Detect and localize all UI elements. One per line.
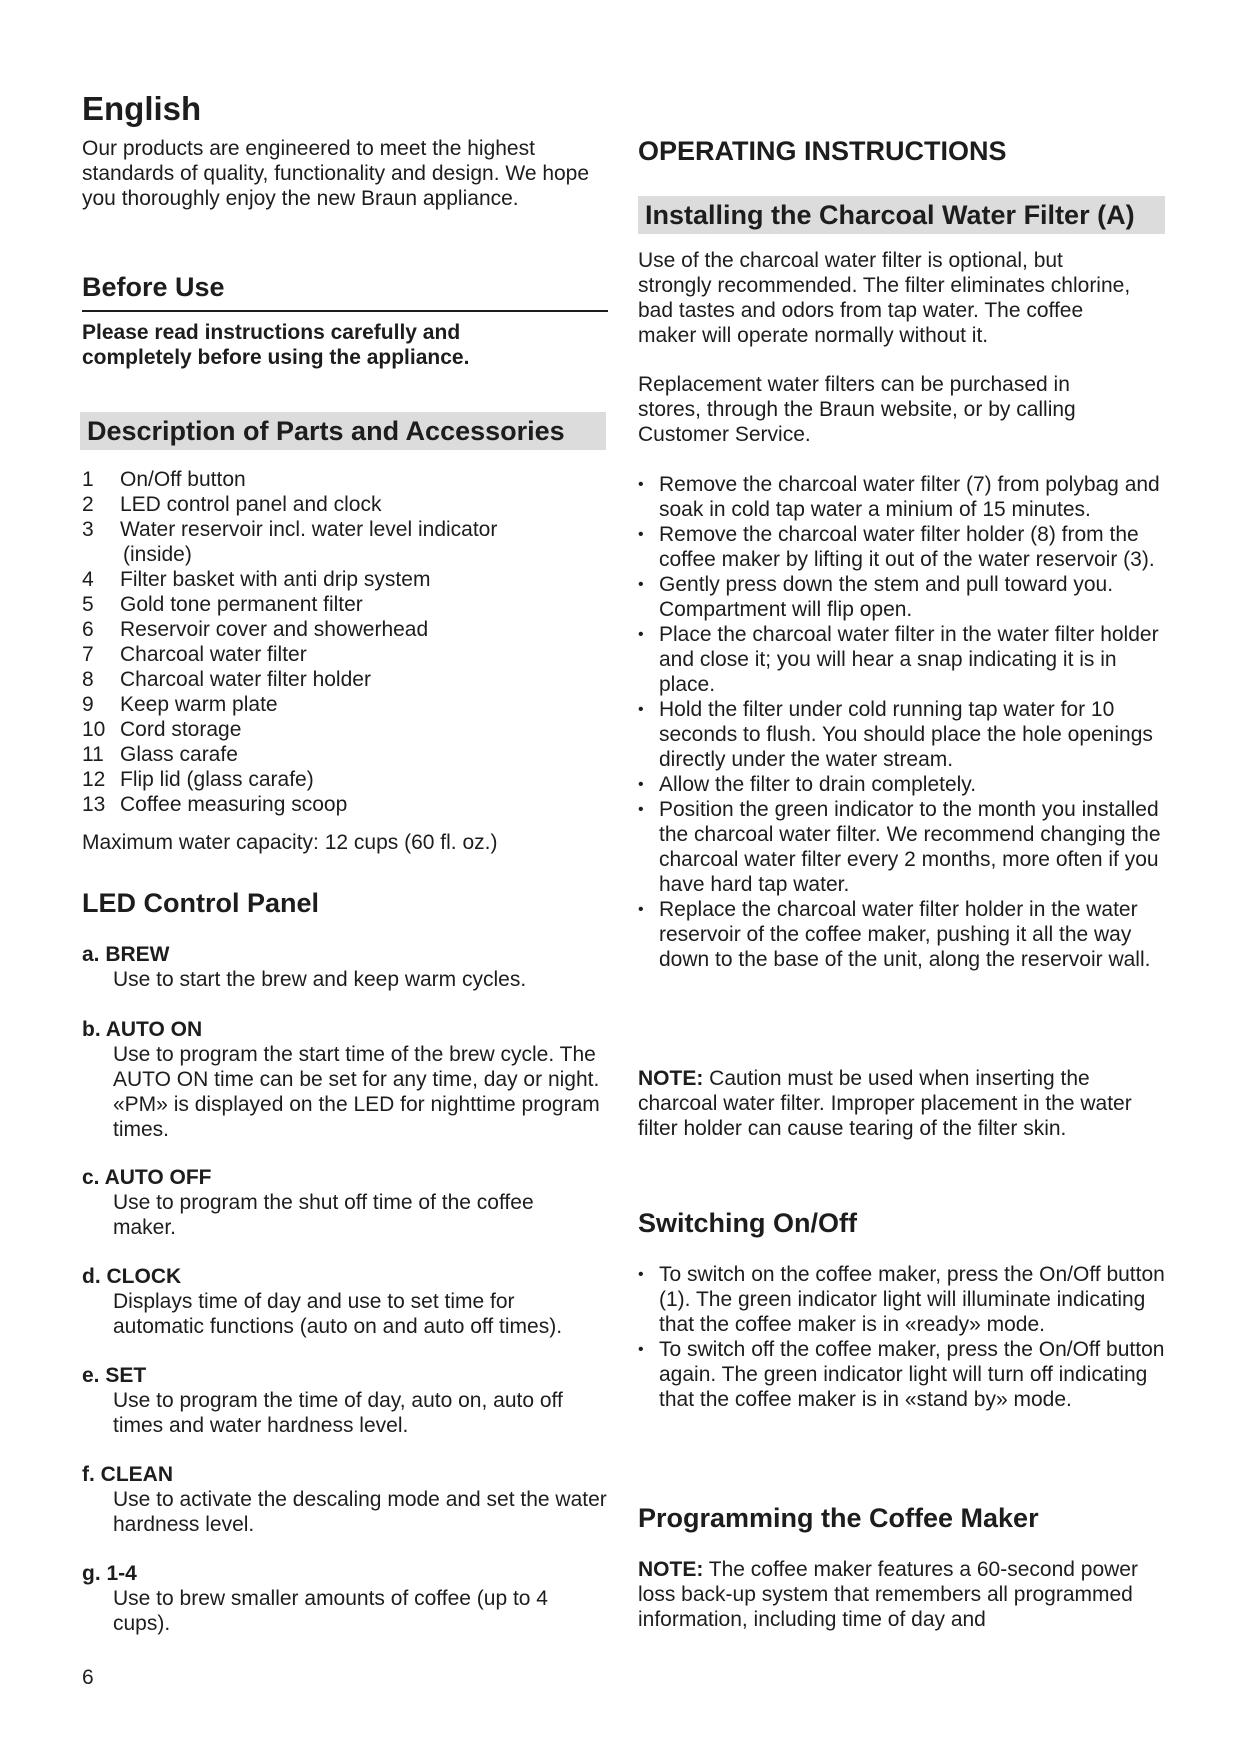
list-item: 2 LED control panel and clock [82,493,382,516]
page-number: 6 [82,1666,94,1689]
filter-intro: Use of the charcoal water filter is optional, but strongly recommended. The filter eliminates chlorine, bad tastes and odors from tap water. The coffee maker will operate normally without it. [638,249,1131,347]
control-item-set [82,1363,608,1438]
control-key: e. SET [82,1364,147,1387]
note-text: Caution must be used when inserting the charcoal water filter. Improper placement in the water filter holder can cause tearing of the filter skin. [638,1067,1132,1140]
list-item: 9 Keep warm plate [82,693,278,716]
switching-steps [638,1262,1166,1412]
list-item: 12 Flip lid (glass carafe) [82,768,314,791]
led-panel-heading: LED Control Panel [82,888,320,918]
control-desc: Displays time of day and use to set time for automatic functions (auto on and auto off times). [113,1290,563,1338]
list-item: 13 Coffee measuring scoop [82,793,348,816]
control-key: a. BREW [82,943,170,966]
control-item-brew [82,942,608,992]
list-item: • Replace the charcoal water filter holder in the water reservoir of the coffee maker, pushing it all the way down to the base of the unit, along the reservoir wall. [638,897,1166,972]
programming-note [638,1557,1148,1632]
list-item: • Position the green indicator to the month you installed the charcoal water filter. We recommend changing the charcoal water filter every 2 months, more often if you have hard tap water. [638,797,1166,897]
list-item: • Remove the charcoal water filter (7) from polybag and soak in cold tap water a minium of 15 minutes. [638,472,1166,522]
control-desc: Use to start the brew and keep warm cycles. [113,968,527,991]
note-label: NOTE: [638,1067,704,1090]
list-item: • Hold the filter under cold running tap water for 10 seconds to flush. You should place the hole openings directly under the water stream. [638,697,1166,772]
control-key: g. 1-4 [82,1562,137,1585]
operating-instructions-heading: OPERATING INSTRUCTIONS [638,136,1007,166]
control-desc: Use to activate the descaling mode and set the water hardness level. [113,1488,607,1536]
list-item: 1 On/Off button [82,468,246,491]
list-item: • Gently press down the stem and pull toward you. Compartment will flip open. [638,572,1166,622]
list-item: 7 Charcoal water filter [82,643,307,666]
note-text: The coffee maker features a 60-second power loss back-up system that remembers all programmed information, including time of day and [638,1558,1138,1631]
control-key: f. CLEAN [82,1463,173,1486]
before-use-heading: Before Use [82,272,225,302]
before-use-notice: Please read instructions carefully and completely before using the appliance. [82,321,470,369]
control-item-1-4 [82,1561,608,1636]
switching-heading: Switching On/Off [638,1208,857,1238]
parts-list [82,467,497,817]
note-label: NOTE: [638,1558,704,1581]
control-key: b. AUTO ON [82,1018,203,1041]
control-desc: Use to program the time of day, auto on, auto off times and water hardness level. [113,1389,563,1437]
filter-replacement: Replacement water filters can be purchased in stores, through the Braun website, or by calling Customer Service. [638,373,1076,446]
capacity-text: Maximum water capacity: 12 cups (60 fl. oz.) [82,831,498,854]
list-item: • To switch off the coffee maker, press the On/Off button again. The green indicator light will turn off indicating that the coffee maker is in «stand by» mode. [638,1337,1166,1412]
list-item: • To switch on the coffee maker, press the On/Off button (1). The green indicator light will illuminate indicating that the coffee maker is in «ready» mode. [638,1262,1166,1337]
list-item: 8 Charcoal water filter holder [82,668,371,691]
control-item-clock [82,1264,608,1339]
control-desc: Use to brew smaller amounts of coffee (up to 4 cups). [113,1587,548,1635]
filter-heading: Installing the Charcoal Water Filter (A) [638,196,1165,234]
list-item: • Remove the charcoal water filter holder (8) from the coffee maker by lifting it out of the water reservoir (3). [638,522,1166,572]
list-item: 4 Filter basket with anti drip system [82,568,431,591]
control-key: c. AUTO OFF [82,1166,212,1189]
control-desc: Use to program the shut off time of the coffee maker. [113,1191,534,1239]
language-title: English [82,90,202,127]
parts-heading: Description of Parts and Accessories [80,412,606,450]
list-item: • Place the charcoal water filter in the water filter holder and close it; you will hear a snap indicating it is in place. [638,622,1166,697]
control-item-auto-off [82,1165,608,1240]
control-item-clean [82,1462,608,1537]
list-item-continuation: (inside) [123,543,192,566]
list-item: 3 Water reservoir incl. water level indicator [82,518,498,541]
list-item: 5 Gold tone permanent filter [82,593,363,616]
intro-text: Our products are engineered to meet the highest standards of quality, functionality and design. We hope you thoroughly enjoy the new Braun appliance. [82,137,590,210]
list-item: 6 Reservoir cover and showerhead [82,618,429,641]
list-item: • Allow the filter to drain completely. [638,772,1166,797]
control-key: d. CLOCK [82,1265,182,1288]
control-item-auto-on [82,1017,608,1142]
filter-note [638,1066,1138,1141]
programming-heading: Programming the Coffee Maker [638,1503,1039,1533]
control-desc: Use to program the start time of the brew cycle. The AUTO ON time can be set for any time, day or night. «PM» is displayed on the LED for nighttime program times. [113,1043,600,1141]
list-item: 11 Glass carafe [82,743,238,766]
heading-rule [82,310,608,312]
list-item: 10 Cord storage [82,718,242,741]
filter-steps [638,472,1166,972]
